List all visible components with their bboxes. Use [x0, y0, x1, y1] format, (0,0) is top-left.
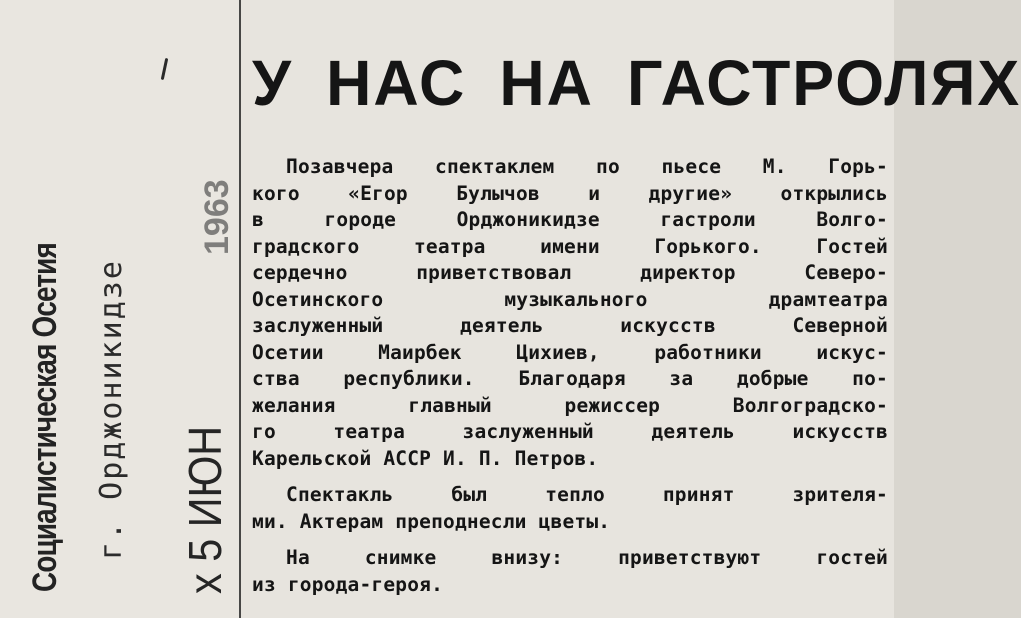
- paragraph-1: [252, 154, 888, 472]
- text-line: ства республики. Благодаря за добрые по-: [252, 367, 888, 390]
- stamp-mark: x: [179, 573, 231, 594]
- stamp-newspaper-name: Социалистическая Осетия: [26, 243, 64, 592]
- text-line: Осетинского музыкального драмтеатра: [252, 287, 888, 311]
- text-line: заслуженный деятель искусств Северной: [252, 314, 888, 337]
- text-line: желания главный режиссер Волгоградско-: [252, 393, 888, 417]
- paragraph-2: [252, 482, 888, 535]
- cut-line: [239, 0, 241, 618]
- text-line: из города-героя.: [252, 572, 444, 596]
- text-line: кого «Егор Булычов и другие» открылись: [252, 181, 888, 205]
- pen-mark: [161, 58, 169, 80]
- text-line: На снимке внизу: приветствуют гостей: [286, 546, 888, 569]
- article-headline: У НАС НА ГАСТРОЛЯХ: [252, 47, 1021, 119]
- stamp-city: г. Орджоникидзе: [94, 259, 129, 560]
- text-line: градского театра имени Горького. Гостей: [252, 234, 888, 258]
- text-line: Карельской АССР И. П. Петров.: [252, 446, 599, 470]
- text-line: Позавчера спектаклем по пьесе М. Горь-: [286, 155, 888, 178]
- paragraph-3: [252, 545, 888, 598]
- text-line: сердечно приветствовал директор Северо-: [252, 261, 888, 284]
- stamp-day-month: 5 ИЮН: [179, 425, 231, 562]
- text-line: Осетии Маирбек Цихиев, работники искус-: [252, 340, 888, 364]
- text-line: ми. Актерам преподнесли цветы.: [252, 509, 611, 533]
- text-line: го театра заслуженный деятель искусств: [252, 420, 888, 443]
- archive-stamp-strip: [0, 0, 240, 618]
- text-line: в городе Орджоникидзе гастроли Волго-: [252, 208, 888, 231]
- article: [252, 40, 1021, 598]
- stamp-year: 1963: [198, 179, 236, 255]
- stamp-date: [178, 426, 232, 594]
- text-line: Спектакль был тепло принят зрителя-: [286, 483, 888, 506]
